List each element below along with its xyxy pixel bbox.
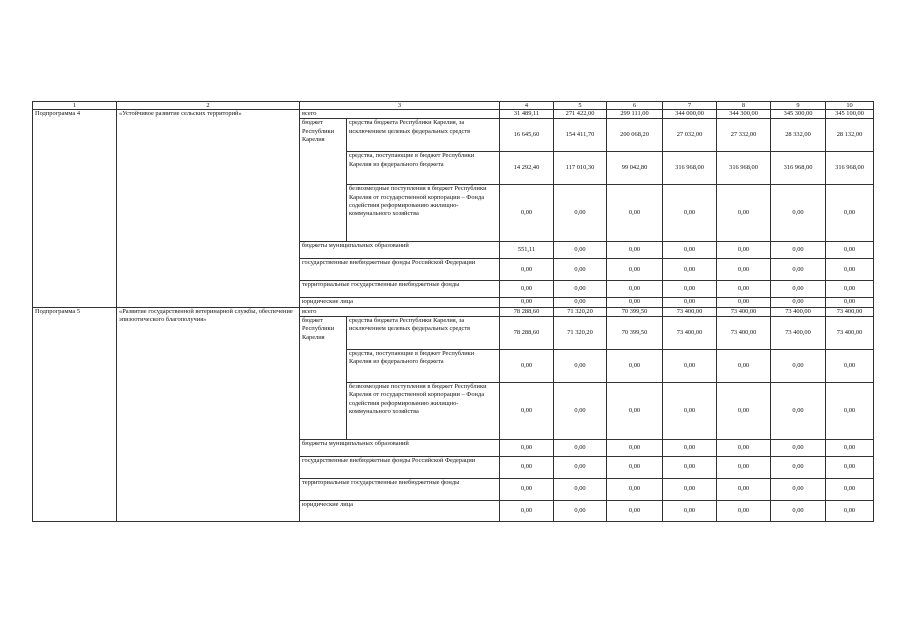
value-cell: 0,00 [717,478,771,500]
program-label: Подпрограмма 5 [33,307,117,521]
col-header-9: 9 [771,102,826,110]
value-cell: 0,00 [826,281,874,298]
value-cell: 316 968,00 [771,152,826,185]
value-cell: 316 968,00 [663,152,717,185]
value-cell: 0,00 [607,349,663,382]
value-cell: 0,00 [771,382,826,439]
value-cell: 70 399,50 [607,307,663,316]
value-cell: 14 292,40 [500,152,554,185]
value-cell: 0,00 [663,185,717,242]
value-cell: 0,00 [771,242,826,259]
value-cell: 0,00 [717,259,771,281]
value-cell: 0,00 [663,298,717,307]
value-cell: 0,00 [607,242,663,259]
value-cell: 73 400,00 [771,307,826,316]
value-cell: 0,00 [554,439,607,456]
value-cell: 0,00 [717,281,771,298]
value-cell: 73 400,00 [826,316,874,349]
value-cell: 0,00 [663,349,717,382]
value-cell: 0,00 [663,281,717,298]
value-cell: 73 400,00 [663,316,717,349]
value-cell: 0,00 [663,242,717,259]
value-cell: 0,00 [771,439,826,456]
value-cell: 0,00 [500,439,554,456]
value-cell: 0,00 [717,500,771,521]
value-cell: 0,00 [554,298,607,307]
value-cell: 0,00 [771,281,826,298]
value-cell: 0,00 [771,298,826,307]
value-cell: 0,00 [554,259,607,281]
value-cell: 73 400,00 [826,307,874,316]
value-cell: 99 042,80 [607,152,663,185]
value-cell: 16 645,60 [500,119,554,152]
value-cell: 0,00 [771,478,826,500]
funding-source: средства, поступающие в бюджет Республики Карелия из федерального бюджета [347,349,500,382]
funding-source: бюджеты муниципальных образований [300,439,500,456]
program-total-row [33,307,874,316]
value-cell: 27 032,00 [663,119,717,152]
value-cell: 0,00 [554,382,607,439]
value-cell: 70 399,50 [607,316,663,349]
value-cell: 0,00 [826,185,874,242]
budget-group-label: бюджет Республики Карелия [300,119,347,242]
value-cell: 73 400,00 [717,307,771,316]
value-cell: 0,00 [826,500,874,521]
value-cell: 0,00 [717,185,771,242]
value-cell: 0,00 [663,478,717,500]
value-cell: 0,00 [500,500,554,521]
value-cell: 0,00 [554,456,607,478]
value-cell: 0,00 [663,500,717,521]
value-cell: 0,00 [500,456,554,478]
value-cell: 0,00 [717,242,771,259]
value-cell: 31 489,11 [500,110,554,119]
value-cell: 0,00 [607,298,663,307]
value-cell: 0,00 [500,349,554,382]
funding-source: государственные внебюджетные фонды Российской Федерации [300,456,500,478]
value-cell: 344 300,00 [717,110,771,119]
col-header-10: 10 [826,102,874,110]
value-cell: 316 968,00 [717,152,771,185]
budget-group-label: бюджет Республики Карелия [300,316,347,439]
funding-source: всего [300,110,500,119]
col-header-3: 3 [300,102,500,110]
value-cell: 73 400,00 [663,307,717,316]
value-cell: 78 288,60 [500,316,554,349]
value-cell: 0,00 [771,259,826,281]
value-cell: 0,00 [554,500,607,521]
value-cell: 28 132,00 [826,119,874,152]
value-cell: 271 422,00 [554,110,607,119]
value-cell: 0,00 [663,456,717,478]
value-cell: 0,00 [554,185,607,242]
value-cell: 0,00 [554,281,607,298]
value-cell: 0,00 [500,382,554,439]
funding-table [32,101,874,522]
value-cell: 0,00 [607,382,663,439]
value-cell: 0,00 [826,478,874,500]
funding-source: юридические лица [300,500,500,521]
value-cell: 0,00 [554,478,607,500]
value-cell: 0,00 [607,456,663,478]
value-cell: 73 400,00 [717,316,771,349]
value-cell: 0,00 [771,456,826,478]
value-cell: 154 411,70 [554,119,607,152]
funding-source: всего [300,307,500,316]
value-cell: 78 288,60 [500,307,554,316]
value-cell: 0,00 [771,185,826,242]
value-cell: 0,00 [607,281,663,298]
value-cell: 0,00 [500,298,554,307]
col-header-5: 5 [554,102,607,110]
value-cell: 0,00 [663,382,717,439]
value-cell: 0,00 [554,242,607,259]
value-cell: 0,00 [663,439,717,456]
value-cell: 0,00 [500,478,554,500]
col-header-4: 4 [500,102,554,110]
program-label: Подпрограмма 4 [33,110,117,308]
value-cell: 344 000,00 [663,110,717,119]
funding-source: государственные внебюджетные фонды Российской Федерации [300,259,500,281]
value-cell: 0,00 [500,259,554,281]
value-cell: 0,00 [607,478,663,500]
funding-source: средства бюджета Республики Карелия, за исключением целевых федеральных средств [347,316,500,349]
value-cell: 0,00 [826,349,874,382]
value-cell: 0,00 [826,242,874,259]
value-cell: 0,00 [771,500,826,521]
value-cell: 0,00 [500,281,554,298]
funding-source: юридические лица [300,298,500,307]
value-cell: 0,00 [771,349,826,382]
col-header-8: 8 [717,102,771,110]
value-cell: 0,00 [717,456,771,478]
value-cell: 0,00 [717,298,771,307]
value-cell: 345 300,00 [771,110,826,119]
funding-source: территориальные государственные внебюджетные фонды [300,281,500,298]
col-header-7: 7 [663,102,717,110]
funding-source: безвозмездные поступления в бюджет Республики Карелия от государственной корпорации – Фонда содействия реформированию жилищно-коммунального хозяйства [347,185,500,242]
value-cell: 0,00 [500,185,554,242]
value-cell: 0,00 [826,382,874,439]
value-cell: 28 332,00 [771,119,826,152]
value-cell: 0,00 [554,349,607,382]
value-cell: 299 111,00 [607,110,663,119]
value-cell: 0,00 [826,439,874,456]
value-cell: 73 400,00 [771,316,826,349]
value-cell: 551,11 [500,242,554,259]
value-cell: 0,00 [826,298,874,307]
col-header-1: 1 [33,102,117,110]
value-cell: 0,00 [826,259,874,281]
funding-source: безвозмездные поступления в бюджет Республики Карелия от государственной корпорации – Фонда содействия реформированию жилищно-коммунального хозяйства [347,382,500,439]
value-cell: 71 320,20 [554,307,607,316]
value-cell: 71 320,20 [554,316,607,349]
value-cell: 0,00 [826,456,874,478]
header-row [33,102,874,110]
funding-source: средства, поступающие в бюджет Республики Карелия из федерального бюджета [347,152,500,185]
funding-source: бюджеты муниципальных образований [300,242,500,259]
value-cell: 0,00 [717,349,771,382]
value-cell: 316 968,00 [826,152,874,185]
value-cell: 27 332,00 [717,119,771,152]
program-name: «Развитие государственной ветеринарной службы, обеспечение эпизоотического благополучия» [117,307,300,521]
funding-source: территориальные государственные внебюджетные фонды [300,478,500,500]
value-cell: 117 010,30 [554,152,607,185]
value-cell: 0,00 [717,439,771,456]
value-cell: 0,00 [717,382,771,439]
program-total-row [33,110,874,119]
col-header-2: 2 [117,102,300,110]
value-cell: 0,00 [607,439,663,456]
program-name: «Устойчивое развитие сельских территорий» [117,110,300,308]
value-cell: 0,00 [607,259,663,281]
value-cell: 345 100,00 [826,110,874,119]
col-header-6: 6 [607,102,663,110]
value-cell: 0,00 [607,185,663,242]
funding-source: средства бюджета Республики Карелия, за исключением целевых федеральных средств [347,119,500,152]
value-cell: 0,00 [607,500,663,521]
value-cell: 200 068,20 [607,119,663,152]
value-cell: 0,00 [663,259,717,281]
